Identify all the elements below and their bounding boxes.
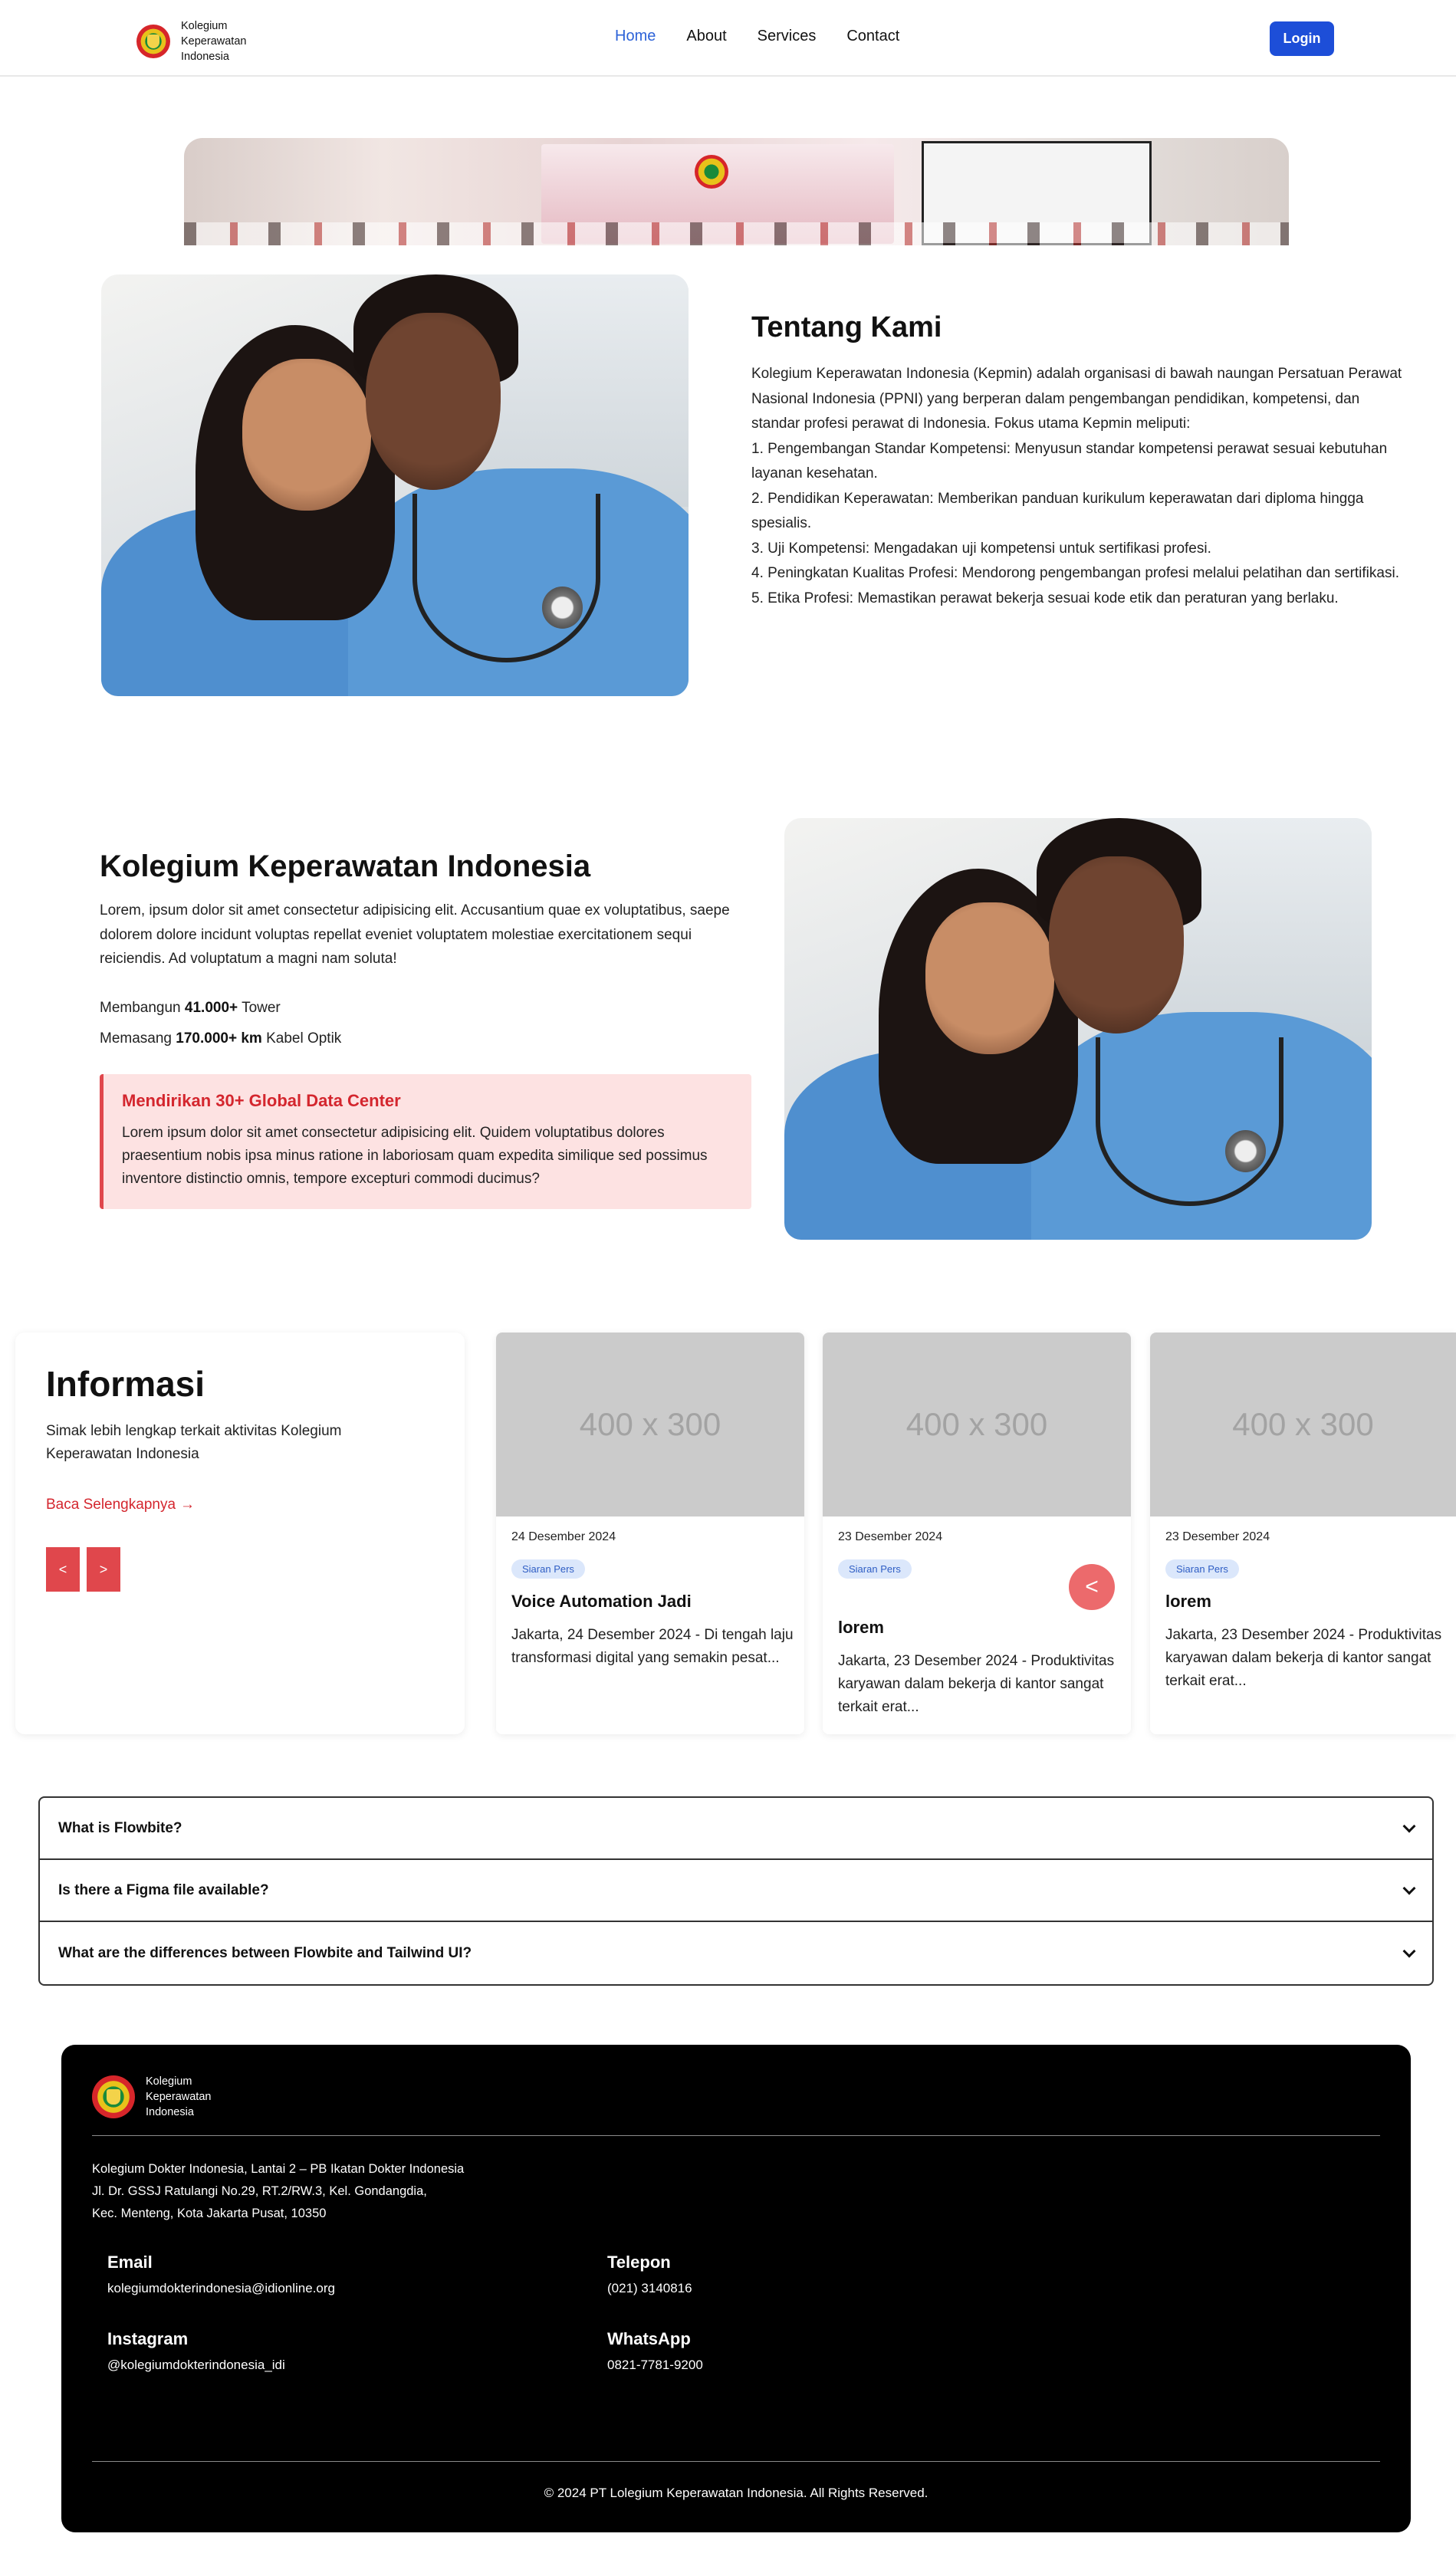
kolegium-title: Kolegium Keperawatan Indonesia (100, 849, 591, 883)
nurses-photo-2 (784, 818, 1372, 1240)
about-point-1: 1. Pengembangan Standar Kompetensi: Menyusun standar kompetensi perawat sesuai kebutuhan layanan kesehatan. (751, 440, 1388, 481)
news-title: Voice Automation Jadi (511, 1592, 692, 1611)
about-point-3: 3. Uji Kompetensi: Mengadakan uji kompetensi untuk sertifikasi profesi. (751, 540, 1211, 557)
instagram-label: Instagram (107, 2329, 189, 2348)
footer-logo[interactable] (92, 2074, 222, 2120)
main-nav (615, 28, 899, 45)
read-more-label: Baca Selengkapnya (46, 1497, 176, 1513)
image-placeholder: 400 x 300 (1150, 1333, 1456, 1517)
news-card[interactable] (496, 1333, 804, 1734)
nav-link-contact[interactable]: Contact (846, 28, 900, 44)
faq-question: Is there a Figma file available? (58, 1881, 269, 1898)
whatsapp-label: WhatsApp (607, 2329, 691, 2348)
address-line: Jl. Dr. GSSJ Ratulangi No.29, RT.2/RW.3, Kel. Gondangdia, (92, 2184, 427, 2198)
chevron-down-icon (1403, 1944, 1416, 1957)
copyright: © 2024 PT Lolegium Keperawatan Indonesia. All Rights Reserved. (544, 2486, 928, 2500)
stat-towers (100, 1000, 281, 1017)
brand-logo[interactable] (136, 18, 258, 64)
about-text (751, 362, 1411, 611)
kolegium-seal-icon (136, 25, 170, 58)
data-center-callout (100, 1074, 751, 1209)
footer-divider (92, 2135, 1380, 2136)
stat-unit: Kabel Optik (266, 1030, 342, 1047)
about-point-2: 2. Pendidikan Keperawatan: Memberikan panduan kurikulum keperawatan dari diploma hingga spesialis. (751, 490, 1364, 531)
footer-address (92, 2158, 464, 2225)
stat-unit: Tower (242, 1000, 281, 1016)
news-date: 23 Desember 2024 (1165, 1530, 1270, 1543)
news-badge: Siaran Pers (1165, 1559, 1239, 1579)
news-title: lorem (1165, 1592, 1211, 1611)
news-date: 23 Desember 2024 (838, 1530, 943, 1543)
about-intro: Kolegium Keperawatan Indonesia (Kepmin) adalah organisasi di bawah naungan Persatuan Perawat Nasional Indonesia (PPNI) yang berperan dalam pengembangan pendidikan, kompetensi, dan standar profesi perawat di Indonesia. Fokus utama Kepmin meliputi: (751, 366, 1402, 432)
about-point-4: 4. Peningkatan Kualitas Profesi: Mendorong pengembangan profesi melalui pelatihan dan sertifikasi. (751, 565, 1399, 581)
news-title: lorem (838, 1618, 884, 1637)
arrow-right-icon: → (180, 1497, 196, 1513)
email-link[interactable]: kolegiumdokterindonesia@idionline.org (107, 2281, 335, 2295)
address-line: Kec. Menteng, Kota Jakarta Pusat, 10350 (92, 2207, 327, 2220)
nurses-photo (101, 274, 689, 696)
faq-item[interactable] (40, 1798, 1432, 1860)
faq-item[interactable] (40, 1860, 1432, 1922)
news-excerpt: Jakarta, 23 Desember 2024 - Produktivitas karyawan dalam bekerja di kantor sangat terkait erat... (1165, 1627, 1442, 1689)
news-excerpt: Jakarta, 23 Desember 2024 - Produktivitas karyawan dalam bekerja di kantor sangat terkait erat... (838, 1653, 1115, 1715)
stat-value: 170.000+ km (176, 1030, 262, 1047)
footer-brand-name: Kolegium Keperawatan Indonesia (146, 2075, 212, 2118)
whatsapp-link[interactable]: 0821-7781-9200 (607, 2358, 703, 2372)
image-placeholder: 400 x 300 (823, 1333, 1131, 1517)
carousel-prev-button[interactable]: < (46, 1547, 80, 1592)
news-card[interactable] (1150, 1333, 1456, 1734)
kolegium-seal-icon (92, 2075, 135, 2118)
footer-divider (92, 2461, 1380, 2462)
audience-row (184, 222, 1289, 245)
callout-body: Lorem ipsum dolor sit amet consectetur adipisicing elit. Quidem voluptatibus dolores praesentium nobis ipsa minus ratione in laboriosam quam expedita similique sed possimus inventore distinctio omnis, tempore excepturi commodi ducimus? (122, 1125, 708, 1187)
chevron-down-icon (1403, 1819, 1416, 1832)
image-placeholder: 400 x 300 (496, 1333, 804, 1517)
chevron-down-icon (1403, 1881, 1416, 1894)
kolegium-description: Lorem, ipsum dolor sit amet consectetur adipisicing elit. Accusantium quae ex voluptatibus, saepe dolorem dolore incidunt voluptas repellat eveniet voluptatem molestiae exercitationem sequi reiciendis. Ad voluptatum a magni nam soluta! (100, 902, 730, 967)
stat-label: Membangun (100, 1000, 181, 1016)
login-button[interactable]: Login (1270, 21, 1334, 56)
about-point-5: 5. Etika Profesi: Memastikan perawat bekerja sesuai kode etik dan peraturan yang berlaku. (751, 590, 1339, 606)
instagram-link[interactable]: @kolegiumdokterindonesia_idi (107, 2358, 285, 2372)
address-line: Kolegium Dokter Indonesia, Lantai 2 – PB Ikatan Dokter Indonesia (92, 2162, 465, 2176)
brand-name: Kolegium Keperawatan Indonesia (181, 20, 247, 63)
phone-link[interactable]: (021) 3140816 (607, 2281, 692, 2295)
navbar (0, 0, 1456, 77)
about-title: Tentang Kami (751, 311, 942, 343)
faq-item[interactable] (40, 1922, 1432, 1984)
phone-label: Telepon (607, 2253, 671, 2272)
floating-prev-button[interactable]: < (1069, 1564, 1115, 1610)
news-badge: Siaran Pers (511, 1559, 585, 1579)
news-date: 24 Desember 2024 (511, 1530, 616, 1543)
news-badge: Siaran Pers (838, 1559, 912, 1579)
info-description: Simak lebih lengkap terkait aktivitas Kolegium Keperawatan Indonesia (46, 1423, 342, 1462)
nav-link-home[interactable]: Home (615, 28, 656, 44)
faq-question: What is Flowbite? (58, 1819, 182, 1836)
callout-title: Mendirikan 30+ Global Data Center (122, 1091, 401, 1110)
news-card[interactable] (823, 1333, 1131, 1734)
news-excerpt: Jakarta, 24 Desember 2024 - Di tengah laju transformasi digital yang semakin pesat... (511, 1627, 794, 1666)
read-more-link[interactable] (46, 1497, 195, 1513)
footer (61, 2045, 1411, 2532)
hero-event-photo (184, 138, 1289, 245)
email-label: Email (107, 2253, 153, 2272)
stat-label: Memasang (100, 1030, 172, 1047)
info-title: Informasi (46, 1364, 205, 1404)
stat-value: 41.000+ (184, 1000, 238, 1016)
faq-question: What are the differences between Flowbite and Tailwind UI? (58, 1944, 472, 1961)
nav-link-services[interactable]: Services (757, 28, 817, 44)
stat-cables (100, 1030, 341, 1047)
nav-link-about[interactable]: About (686, 28, 727, 44)
faq-accordion (38, 1796, 1434, 1986)
carousel-next-button[interactable]: > (87, 1547, 120, 1592)
